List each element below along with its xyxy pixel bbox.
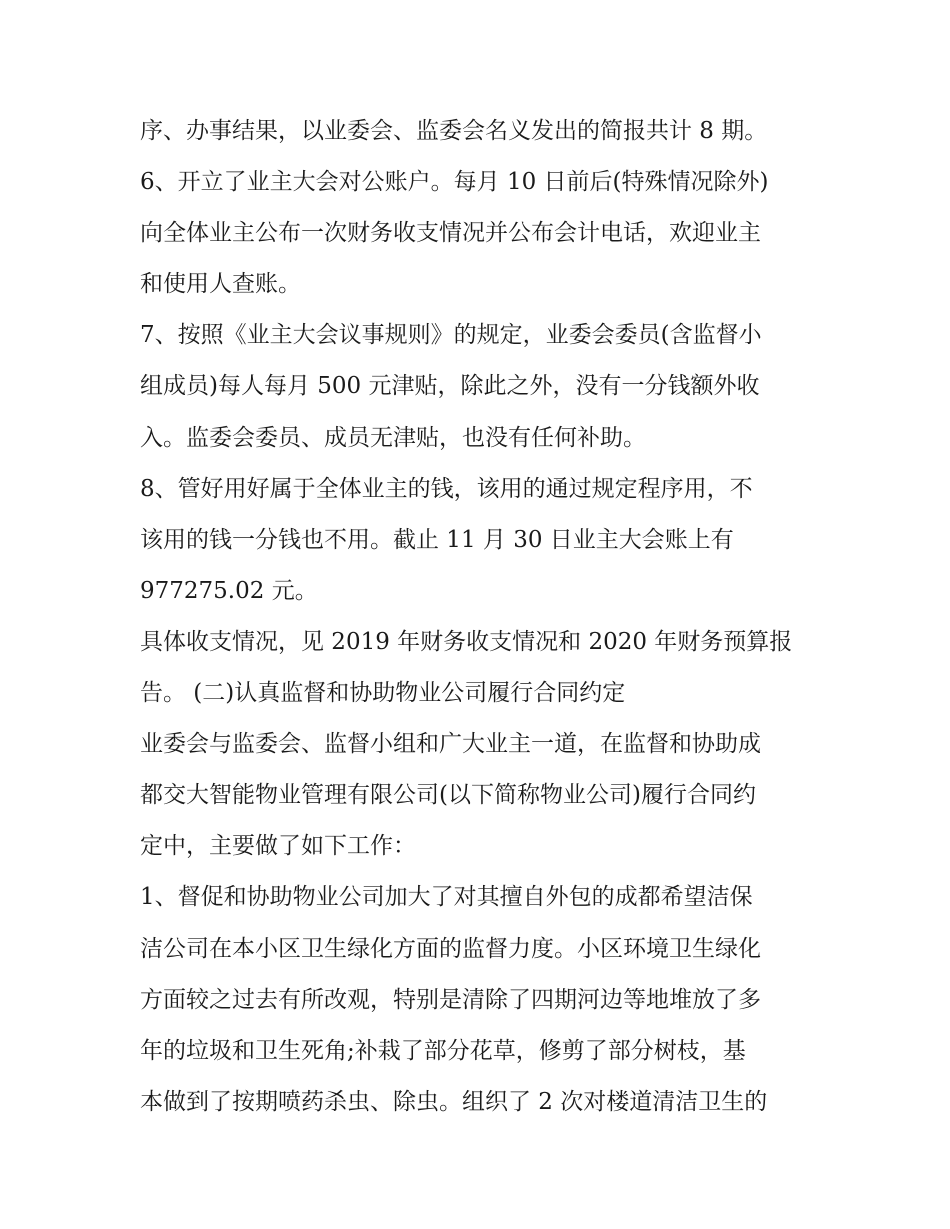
text-line: 具体收支情况，见 2019 年财务收支情况和 2020 年财务预算报: [140, 628, 793, 655]
text-line: 都交大智能物业管理有限公司(以下简称物业公司)履行合同约: [140, 782, 756, 809]
text-line: 1、督促和协助物业公司加大了对其擅自外包的成都希望洁保: [140, 884, 753, 911]
text-line: 方面较之过去有所改观，特别是清除了四期河边等地堆放了多: [140, 986, 761, 1013]
text-line: 该用的钱一分钱也不用。截止 11 月 30 日业主大会账上有: [140, 526, 734, 553]
text-line: 年的垃圾和卫生死角;补栽了部分花草，修剪了部分树枝，基: [140, 1037, 746, 1064]
text-line: 告。 (二)认真监督和协助物业公司履行合同约定: [140, 680, 626, 707]
text-line: 定中，主要做了如下工作：: [140, 833, 416, 860]
text-line: 8、管好用好属于全体业主的钱，该用的通过规定程序用，不: [140, 475, 753, 502]
text-line: 入。监委会委员、成员无津贴，也没有任何补助。: [140, 424, 646, 451]
text-line: 向全体业主公布一次财务收支情况并公布会计电话，欢迎业主: [140, 220, 761, 247]
text-line: 洁公司在本小区卫生绿化方面的监督力度。小区环境卫生绿化: [140, 935, 761, 962]
text-line: 业委会与监委会、监督小组和广大业主一道，在监督和协助成: [140, 731, 761, 758]
text-line: 组成员)每人每月 500 元津贴，除此之外，没有一分钱额外收: [140, 373, 760, 400]
text-line: 序、办事结果，以业委会、监委会名义发出的简报共计 8 期。: [140, 118, 768, 144]
text-line: 977275.02 元。: [140, 577, 318, 604]
text-line: 和使用人查账。: [140, 271, 301, 298]
document-body: [140, 108, 830, 1130]
text-line: 本做到了按期喷药杀虫、除虫。组织了 2 次对楼道清洁卫生的: [140, 1088, 768, 1115]
text-line: 6、开立了业主大会对公账户。每月 10 日前后(特殊情况除外): [140, 169, 769, 196]
text-line: 7、按照《业主大会议事规则》的规定，业委会委员(含监督小: [140, 322, 762, 349]
